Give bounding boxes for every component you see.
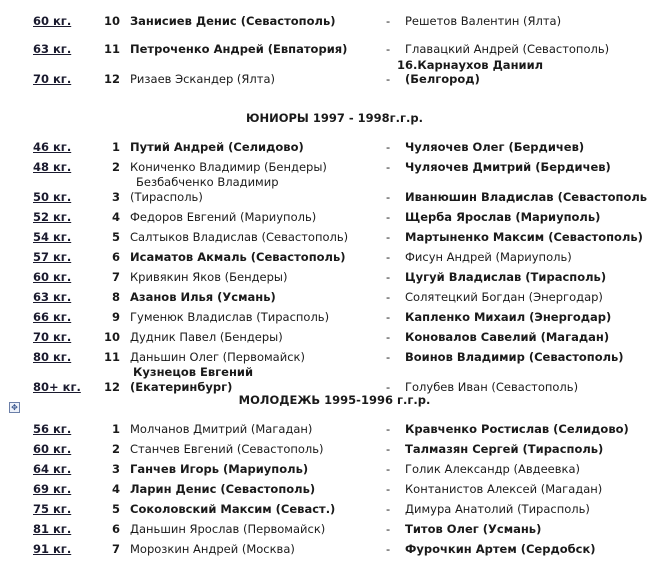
athlete-left: Станчев Евгений (Севастополь) xyxy=(130,442,324,456)
place-number: 3 xyxy=(111,462,120,476)
weight-class: 64 кг. xyxy=(33,462,72,476)
result-row xyxy=(0,460,669,478)
athlete-left: Салтыков Владислав (Севастополь) xyxy=(130,230,349,244)
separator-dash: - xyxy=(386,462,391,476)
athlete-right: Цугуй Владислав (Тирасполь) xyxy=(405,270,607,284)
athlete-right: Титов Олег (Усмань) xyxy=(405,522,542,536)
result-row xyxy=(0,138,669,156)
separator-dash: - xyxy=(386,542,391,556)
place-number: 6 xyxy=(111,250,120,264)
athlete-right: Чуляочев Дмитрий (Бердичев) xyxy=(405,160,611,174)
athlete-left: Федоров Евгений (Мариуполь) xyxy=(130,210,317,224)
athlete-right: Кравченко Ростислав (Селидово) xyxy=(405,422,629,436)
place-number: 10 xyxy=(103,330,120,344)
result-row xyxy=(0,70,669,88)
place-number: 11 xyxy=(103,42,120,56)
place-number: 6 xyxy=(111,522,120,536)
athlete-left: Занисиев Денис (Севастополь) xyxy=(130,14,336,28)
separator-dash: - xyxy=(386,42,391,56)
result-row xyxy=(0,348,669,366)
move-cross-icon[interactable]: ✥ xyxy=(9,402,20,413)
weight-class: 80 кг. xyxy=(33,350,72,364)
separator-dash: - xyxy=(386,290,391,304)
separator-dash: - xyxy=(386,72,391,86)
heading-youth: МОЛОДЕЖЬ 1995-1996 г.г.р. xyxy=(238,393,431,407)
result-row xyxy=(0,40,669,58)
weight-class: 60 кг. xyxy=(33,14,72,28)
place-number: 2 xyxy=(111,160,120,174)
result-row xyxy=(0,248,669,266)
athlete-left: Дудник Павел (Бендеры) xyxy=(130,330,283,344)
separator-dash: - xyxy=(386,140,391,154)
place-number: 5 xyxy=(111,230,120,244)
weight-class: 81 кг. xyxy=(33,522,72,536)
weight-class: 50 кг. xyxy=(33,190,72,204)
result-row xyxy=(0,540,669,558)
athlete-right: Капленко Михаил (Энергодар) xyxy=(405,310,612,324)
separator-dash: - xyxy=(386,210,391,224)
athlete-left: Даньшин Олег (Первомайск) xyxy=(130,350,305,364)
separator-dash: - xyxy=(386,160,391,174)
weight-class: 69 кг. xyxy=(33,482,72,496)
place-number: 7 xyxy=(111,542,120,556)
weight-class: 60 кг. xyxy=(33,270,72,284)
separator-dash: - xyxy=(386,270,391,284)
athlete-right: Контанистов Алексей (Магадан) xyxy=(405,482,603,496)
athlete-left: Кониченко Владимир (Бендеры) xyxy=(130,160,327,174)
athlete-left: Ларин Денис (Севастополь) xyxy=(130,482,316,496)
place-number: 7 xyxy=(111,270,120,284)
continuation-name: Безбабченко Владимир xyxy=(136,175,279,189)
heading-juniors: ЮНИОРЫ 1997 - 1998г.г.р. xyxy=(245,111,424,125)
athlete-right: Воинов Владимир (Севастополь) xyxy=(405,350,624,364)
place-number: 4 xyxy=(111,482,120,496)
athlete-right: Фурочкин Артем (Сердобск) xyxy=(405,542,596,556)
athlete-right: Талмазян Сергей (Тирасполь) xyxy=(405,442,604,456)
athlete-left: Петроченко Андрей (Евпатория) xyxy=(130,42,348,56)
place-number: 9 xyxy=(111,310,120,324)
separator-dash: - xyxy=(386,482,391,496)
athlete-right: Коновалов Савелий (Магадан) xyxy=(405,330,610,344)
weight-class: 57 кг. xyxy=(33,250,72,264)
separator-dash: - xyxy=(386,14,391,28)
athlete-right: Щерба Ярослав (Мариуполь) xyxy=(405,210,601,224)
weight-class: 54 кг. xyxy=(33,230,72,244)
separator-dash: - xyxy=(386,190,391,204)
result-row xyxy=(0,420,669,438)
place-number: 8 xyxy=(111,290,120,304)
athlete-left: Гуменюк Владислав (Тирасполь) xyxy=(130,310,330,324)
weight-class: 75 кг. xyxy=(33,502,72,516)
athlete-left: Азанов Илья (Усмань) xyxy=(130,290,276,304)
continuation-name: Кузнецов Евгений xyxy=(133,365,254,379)
athlete-left: Исаматов Акмаль (Севастополь) xyxy=(130,250,346,264)
result-row xyxy=(0,288,669,306)
result-row xyxy=(0,268,669,286)
weight-class: 48 кг. xyxy=(33,160,72,174)
athlete-right: Чуляочев Олег (Бердичев) xyxy=(405,140,585,154)
place-number: 12 xyxy=(103,380,120,394)
place-number: 11 xyxy=(103,350,120,364)
athlete-left: Ризаев Эскандер (Ялта) xyxy=(130,72,275,86)
result-row xyxy=(0,480,669,498)
result-row xyxy=(0,500,669,518)
place-number: 1 xyxy=(111,422,120,436)
result-row xyxy=(0,208,669,226)
weight-class: 66 кг. xyxy=(33,310,72,324)
athlete-right: Главацкий Андрей (Севастополь) xyxy=(405,42,610,56)
continuation-name: 16.Карнаухов Даниил xyxy=(397,58,544,72)
athlete-right: Голубев Иван (Севастополь) xyxy=(405,380,579,394)
separator-dash: - xyxy=(386,350,391,364)
separator-dash: - xyxy=(386,330,391,344)
separator-dash: - xyxy=(386,502,391,516)
weight-class: 80+ кг. xyxy=(33,380,81,394)
athlete-left: Ганчев Игорь (Мариуполь) xyxy=(130,462,309,476)
athlete-left: Морозкин Андрей (Москва) xyxy=(130,542,295,556)
weight-class: 60 кг. xyxy=(33,442,72,456)
athlete-right: Фисун Андрей (Мариуполь) xyxy=(405,250,572,264)
result-row xyxy=(0,228,669,246)
separator-dash: - xyxy=(386,310,391,324)
athlete-right: Голик Александр (Авдеевка) xyxy=(405,462,580,476)
athlete-left: Путий Андрей (Селидово) xyxy=(130,140,304,154)
weight-class: 70 кг. xyxy=(33,330,72,344)
result-row xyxy=(0,440,669,458)
result-row xyxy=(0,188,669,206)
athlete-left: Молчанов Дмитрий (Магадан) xyxy=(130,422,313,436)
athlete-right: Решетов Валентин (Ялта) xyxy=(405,14,562,28)
place-number: 3 xyxy=(111,190,120,204)
place-number: 1 xyxy=(111,140,120,154)
result-row xyxy=(0,12,669,30)
separator-dash: - xyxy=(386,250,391,264)
separator-dash: - xyxy=(386,380,391,394)
weight-class: 63 кг. xyxy=(33,42,72,56)
athlete-left: (Екатеринбург) xyxy=(130,380,233,394)
weight-class: 52 кг. xyxy=(33,210,72,224)
weight-class: 91 кг. xyxy=(33,542,72,556)
athlete-right: Димура Анатолий (Тирасполь) xyxy=(405,502,590,516)
athlete-right: (Белгород) xyxy=(405,72,480,86)
weight-class: 46 кг. xyxy=(33,140,72,154)
athlete-right: Иванюшин Владислав (Севастополь xyxy=(405,190,648,204)
result-row xyxy=(0,158,669,176)
separator-dash: - xyxy=(386,442,391,456)
athlete-left: (Тирасполь) xyxy=(130,190,203,204)
athlete-left: Соколовский Максим (Севаст.) xyxy=(130,502,336,516)
place-number: 2 xyxy=(111,442,120,456)
separator-dash: - xyxy=(386,230,391,244)
weight-class: 56 кг. xyxy=(33,422,72,436)
weight-class: 70 кг. xyxy=(33,72,72,86)
athlete-right: Мартыненко Максим (Севастополь) xyxy=(405,230,643,244)
athlete-right: Солятецкий Богдан (Энергодар) xyxy=(405,290,603,304)
separator-dash: - xyxy=(386,422,391,436)
result-row xyxy=(0,328,669,346)
separator-dash: - xyxy=(386,522,391,536)
athlete-left: Кривякин Яков (Бендеры) xyxy=(130,270,288,284)
weight-class: 63 кг. xyxy=(33,290,72,304)
athlete-left: Даньшин Ярослав (Первомайск) xyxy=(130,522,326,536)
place-number: 5 xyxy=(111,502,120,516)
result-row xyxy=(0,308,669,326)
place-number: 4 xyxy=(111,210,120,224)
place-number: 12 xyxy=(103,72,120,86)
result-row xyxy=(0,520,669,538)
place-number: 10 xyxy=(103,14,120,28)
